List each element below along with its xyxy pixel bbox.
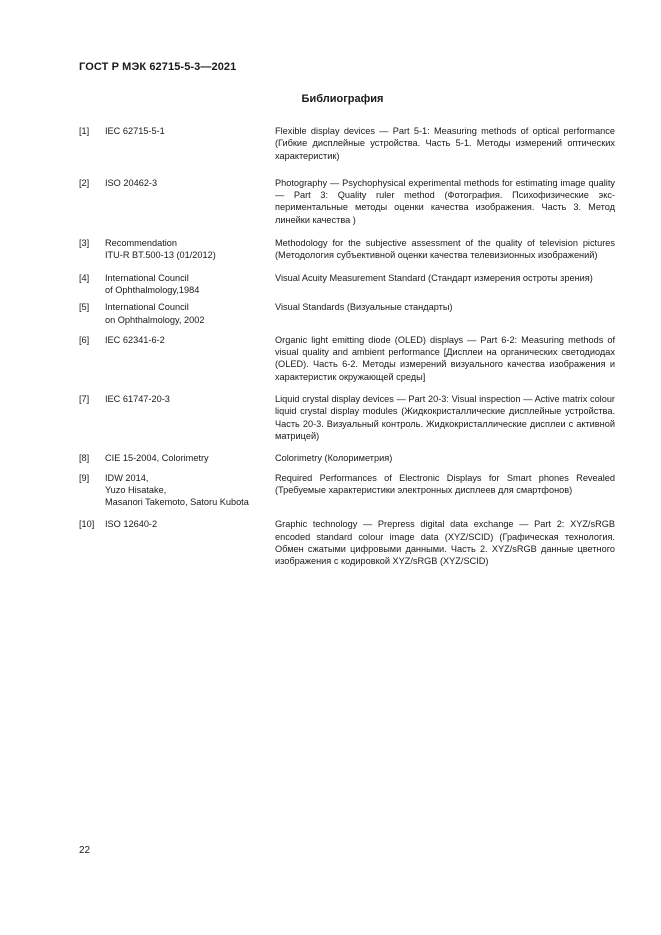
bibliography-entry — [79, 472, 615, 509]
entry-number: [6] — [79, 334, 90, 345]
bibliography-entry — [79, 452, 615, 464]
bibliography-entry — [79, 518, 615, 567]
bibliography-entry — [79, 272, 615, 297]
entry-reference — [105, 334, 275, 383]
reference-line: Recommendation — [105, 238, 178, 249]
entry-description: Methodology for the subjective assessment of the quality of television pictures (Методология субъективной оценки качества телевизионных изображений) — [275, 238, 615, 261]
reference-line: Yuzo Hisatake, — [105, 484, 167, 495]
entry-reference — [105, 301, 275, 326]
bibliography-entry — [79, 177, 615, 226]
reference-line: ITU-R BT.500-13 (01/2012) — [105, 250, 216, 261]
bibliography-entry — [79, 237, 615, 262]
reference-line: CIE 15-2004, Colorimetry — [105, 453, 209, 464]
entry-number: [8] — [79, 453, 90, 464]
reference-line: ISO 12640-2 — [105, 519, 158, 530]
entry-reference — [105, 393, 275, 442]
entry-number: [1] — [79, 126, 90, 136]
bibliography-list — [79, 125, 615, 568]
entry-reference — [105, 177, 275, 226]
bibliography-entry — [79, 301, 615, 326]
entry-reference — [105, 472, 275, 509]
entry-number: [2] — [79, 177, 90, 188]
reference-line: International Council — [105, 302, 189, 313]
entry-number: [5] — [79, 302, 90, 313]
entry-reference — [105, 452, 275, 464]
entry-description: Organic light emitting diode (OLED) displays — Part 6-2: Measuring methods of visual quality and ambient performance [Дисплеи на органических светодиодах (OLED). Часть 6-2. Методы измерений визуального качества изображения и характеристик окружающей среды] — [275, 334, 615, 382]
entry-reference — [105, 518, 275, 567]
bibliography-entry — [79, 393, 615, 442]
entry-description: Liquid crystal display devices — Part 20-3: Visual inspection — Active matrix colour liquid crystal display modules (Жидкокристаллические дисплейные устройства. Часть 20-3. Визуальный контроль. Жидкокристаллические дисплеи с активной матрицей) — [275, 394, 615, 441]
entry-description: Photography — Psychophysical experimental methods for estimating image quality — Part 3: Quality ruler method (Фотография. Психофизические экспериментальные методы оценки качества изображения. Часть 3. Метод линейки качества ) — [275, 177, 615, 225]
entry-number: [9] — [79, 472, 90, 483]
reference-line: IEC 62715-5-1 — [105, 126, 165, 136]
reference-line: IEC 62341-6-2 — [105, 334, 165, 345]
reference-line: on Ophthalmology, 2002 — [105, 314, 205, 325]
bibliography-entry — [79, 125, 615, 162]
page-number: 22 — [79, 845, 91, 856]
entry-reference — [105, 272, 275, 297]
reference-line: IDW 2014, — [105, 472, 149, 483]
entry-description: Visual Acuity Measurement Standard (Стандарт измерения остроты зрения) — [275, 272, 593, 283]
reference-line: International Council — [105, 272, 189, 283]
entry-number: [7] — [79, 394, 90, 405]
reference-line: IEC 61747-20-3 — [105, 394, 170, 405]
document-code: ГОСТ Р МЭК 62715-5-3—2021 — [79, 61, 237, 73]
reference-line: ISO 20462-3 — [105, 177, 158, 188]
entry-reference — [105, 237, 275, 262]
entry-description: Graphic technology — Prepress digital data exchange — Part 2: XYZ/sRGB encoded standard colour image data (XYZ/SCID) (Графическая технология. Обмен сжатыми цифровыми данными. Часть 2. XYZ/sRGB данные цветного изображения с кодировкой XYZ/sRGB (XYZ/SCID) — [275, 519, 615, 567]
entry-description: Required Performances of Electronic Displays for Smart phones Revealed (Требуемые характеристики электронных дисплеев для смартфонов) — [275, 472, 615, 495]
reference-line: Masanori Takemoto, Satoru Kubota — [105, 497, 249, 508]
entry-number: [4] — [79, 272, 90, 283]
entry-number: [3] — [79, 238, 90, 249]
entry-reference — [105, 125, 275, 162]
bibliography-entry — [79, 334, 615, 383]
entry-description: Flexible display devices — Part 5-1: Measuring methods of optical performance (Гибкие дисплейные устройства. Часть 5-1. Методы измерений оптических характеристик) — [275, 126, 615, 161]
entry-number: [10] — [79, 519, 95, 530]
entry-description: Colorimetry (Колориметрия) — [275, 453, 393, 464]
reference-line: of Ophthalmology,1984 — [105, 284, 200, 295]
section-title: Библиография — [301, 93, 384, 105]
entry-description: Visual Standards (Визуальные стандарты) — [275, 302, 453, 313]
